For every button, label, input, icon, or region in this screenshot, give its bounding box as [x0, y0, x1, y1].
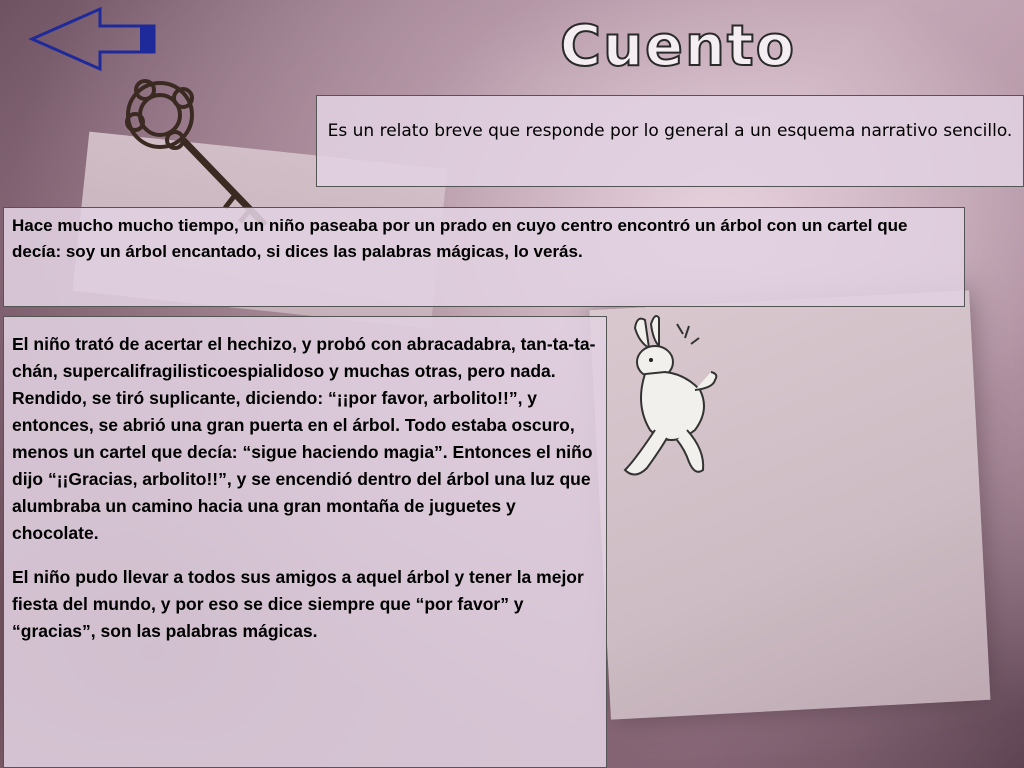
rabbit-illustration-icon — [615, 310, 725, 485]
story-paragraph-2: El niño pudo llevar a todos sus amigos a aquel árbol y tener la mejor fiesta del mundo, y por eso se dice siempre que “por favor” y “gracias”, son las palabras mágicas. — [12, 567, 584, 641]
intro-text: Hace mucho mucho tiempo, un niño paseaba por un prado en cuyo centro encontró un árbol con un cartel que decía: soy un árbol encantado, si dices las palabras mágicas, lo verás. — [12, 216, 908, 261]
page-title: Cuento — [560, 14, 797, 79]
definition-box — [316, 95, 1024, 187]
intro-box — [3, 207, 965, 307]
story-box — [3, 316, 607, 768]
left-arrow-icon[interactable] — [28, 6, 158, 72]
definition-text: Es un relato breve que responde por lo general a un esquema narrativo sencillo. — [327, 121, 1013, 141]
story-paragraph-1: El niño trató de acertar el hechizo, y probó con abracadabra, tan-ta-ta-chán, supercalifragilisticoespialidoso y muchas otras, pero nada. Rendido, se tiró suplicante, diciendo: “¡¡por favor, arbolito!!”, y entonces, se abrió una gran puerta en el árbol. Todo estaba oscuro, menos un cartel que decía: “sigue haciendo magia”. Entonces el niño dijo “¡¡Gracias, arbolito!!”, y se encendió dentro del árbol una luz que alumbraba un camino hacia una gran montaña de juguetes y chocolate. — [12, 334, 596, 543]
